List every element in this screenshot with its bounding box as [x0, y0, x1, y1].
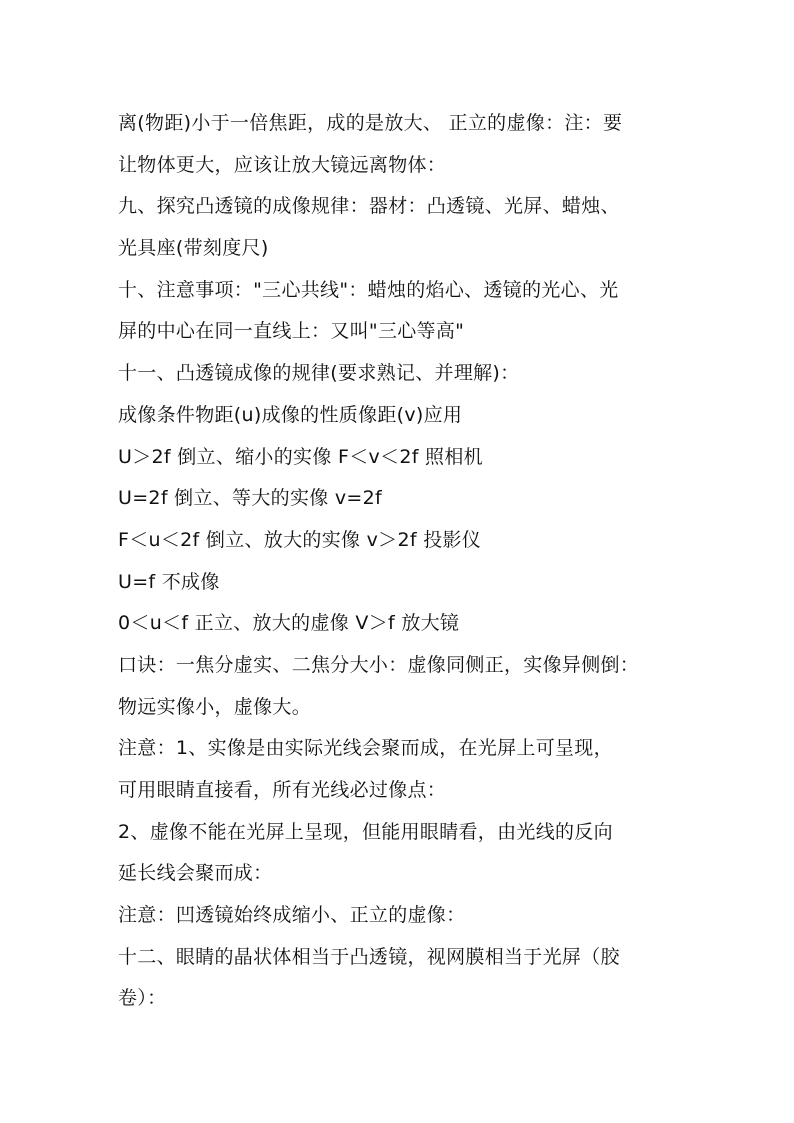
document-body [118, 103, 718, 1020]
rule-header-line: 成像条件物距(u)成像的性质像距(v)应用 [118, 403, 463, 426]
text-line: 屏的中心在同一直线上：又叫"三心等高" [118, 320, 465, 343]
rule-line: U＞2f 倒立、缩小的实像 F＜v＜2f 照相机 [118, 445, 483, 468]
text-line: 离(物距)小于一倍焦距，成的是放大、 正立的虚像：注：要 [118, 112, 623, 134]
text-line: 可用眼睛直接看，所有光线必过像点： [118, 779, 447, 801]
section-heading-11: 十一、凸透镜成像的规律(要求熟记、并理解)： [118, 362, 520, 385]
mnemonic-line: 口诀：一焦分虚实、二焦分大小：虚像同侧正，实像异侧倒： [118, 653, 640, 676]
rule-line: U=2f 倒立、等大的实像 v=2f [118, 487, 383, 510]
note-line: 2、虚像不能在光屏上呈现，但能用眼睛看，由光线的反向 [118, 820, 613, 843]
text-line: 延长线会聚而成： [118, 862, 273, 885]
note-line: 注意：凹透镜始终成缩小、正立的虚像： [118, 904, 466, 927]
rule-line: 0＜u＜f 正立、放大的虚像 V＞f 放大镜 [118, 612, 460, 635]
section-heading-10: 十、注意事项："三心共线"：蜡烛的焰心、透镜的光心、光 [118, 278, 619, 301]
note-line: 注意：1、实像是由实际光线会聚而成，在光屏上可呈现， [118, 737, 613, 760]
rule-line: U=f 不成像 [118, 570, 220, 593]
section-heading-12: 十二、眼睛的晶状体相当于凸透镜，视网膜相当于光屏（胶 [118, 945, 620, 968]
text-line: 物远实像小，虚像大。 [118, 695, 312, 718]
rule-line: F＜u＜2f 倒立、放大的实像 v＞2f 投影仪 [118, 528, 482, 551]
section-heading-9: 九、探究凸透镜的成像规律：器材：凸透镜、光屏、蜡烛、 [118, 195, 620, 218]
text-line: 让物体更大，应该让放大镜远离物体： [118, 153, 447, 176]
text-line: 卷）： [118, 987, 167, 1010]
text-line: 光具座(带刻度尺) [118, 237, 269, 260]
